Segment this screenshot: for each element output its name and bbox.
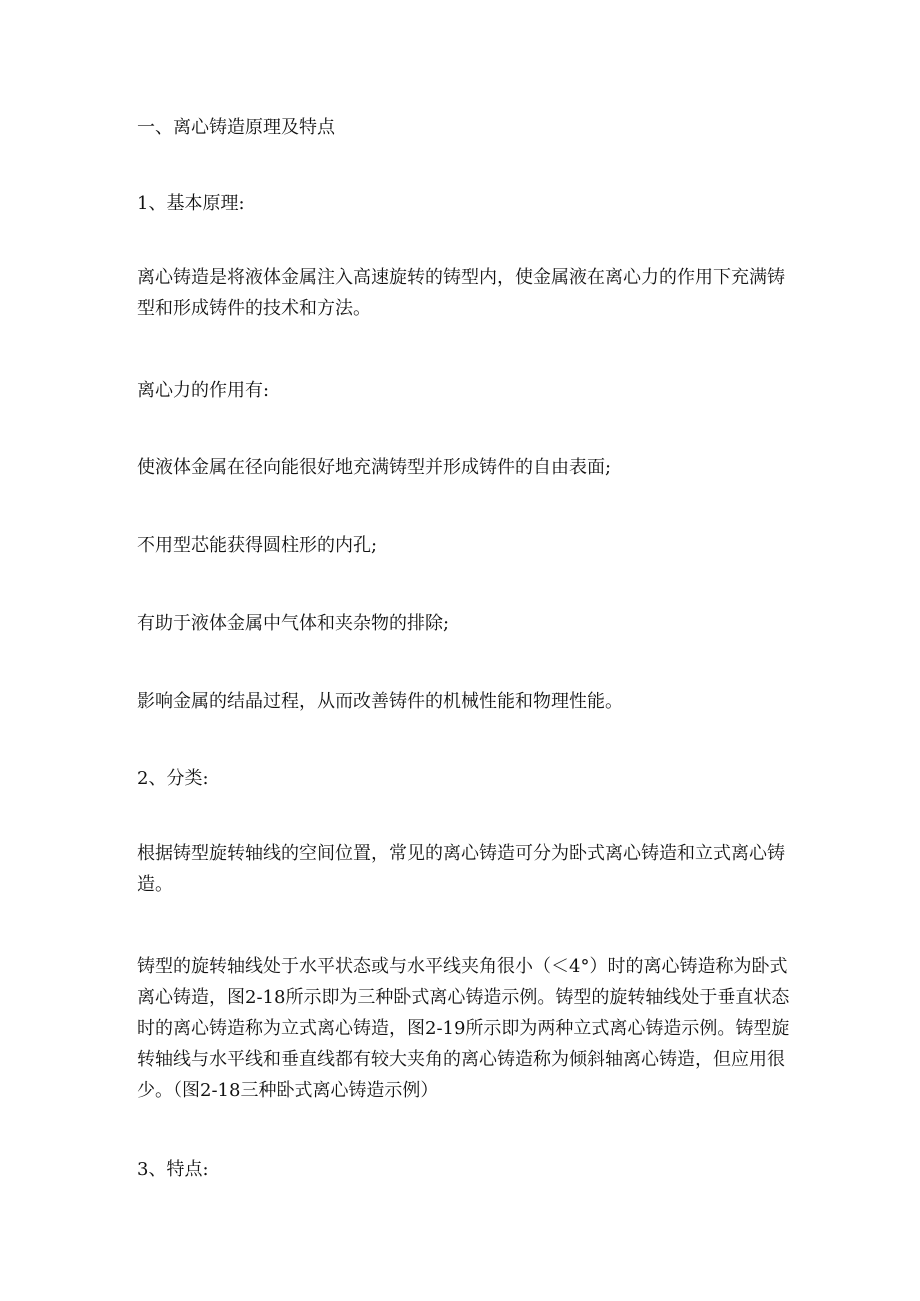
- effect-item-2: 不用型芯能获得圆柱形的内孔;: [137, 535, 378, 556]
- principle-paragraph: 离心铸造是将液体金属注入高速旋转的铸型内，使金属液在离心力的作用下充满铸型和形成铸件的技术和方法。: [137, 267, 785, 319]
- classification-paragraph: 根据铸型旋转轴线的空间位置，常见的离心铸造可分为卧式离心铸造和立式离心铸造。: [137, 843, 785, 895]
- effect-item-4: 影响金属的结晶过程，从而改善铸件的机械性能和物理性能。: [137, 691, 623, 712]
- features-heading: 3、特点:: [137, 1159, 209, 1180]
- classification-detail-paragraph: 铸型的旋转轴线处于水平状态或与水平线夹角很小（＜4°）时的离心铸造称为卧式离心铸造，图2-18所示即为三种卧式离心铸造示例。铸型的旋转轴线处于垂直状态时的离心铸造称为立式离心铸造，图2-19所示即为两种立式离心铸造示例。铸型旋转轴线与水平线和垂直线都有较大夹角的离心铸造称为倾斜轴离心铸造，但应用很少。（图2-18三种卧式离心铸造示例）: [137, 956, 790, 1101]
- effects-heading: 离心力的作用有:: [137, 380, 270, 401]
- effect-item-1: 使液体金属在径向能很好地充满铸型并形成铸件的自由表面;: [137, 457, 612, 478]
- effect-item-3: 有助于液体金属中气体和夹杂物的排除;: [137, 613, 450, 634]
- classification-heading: 2、分类:: [137, 768, 209, 789]
- basic-principle-heading: 1、基本原理:: [137, 193, 245, 214]
- section-title: 一、离心铸造原理及特点: [137, 117, 335, 138]
